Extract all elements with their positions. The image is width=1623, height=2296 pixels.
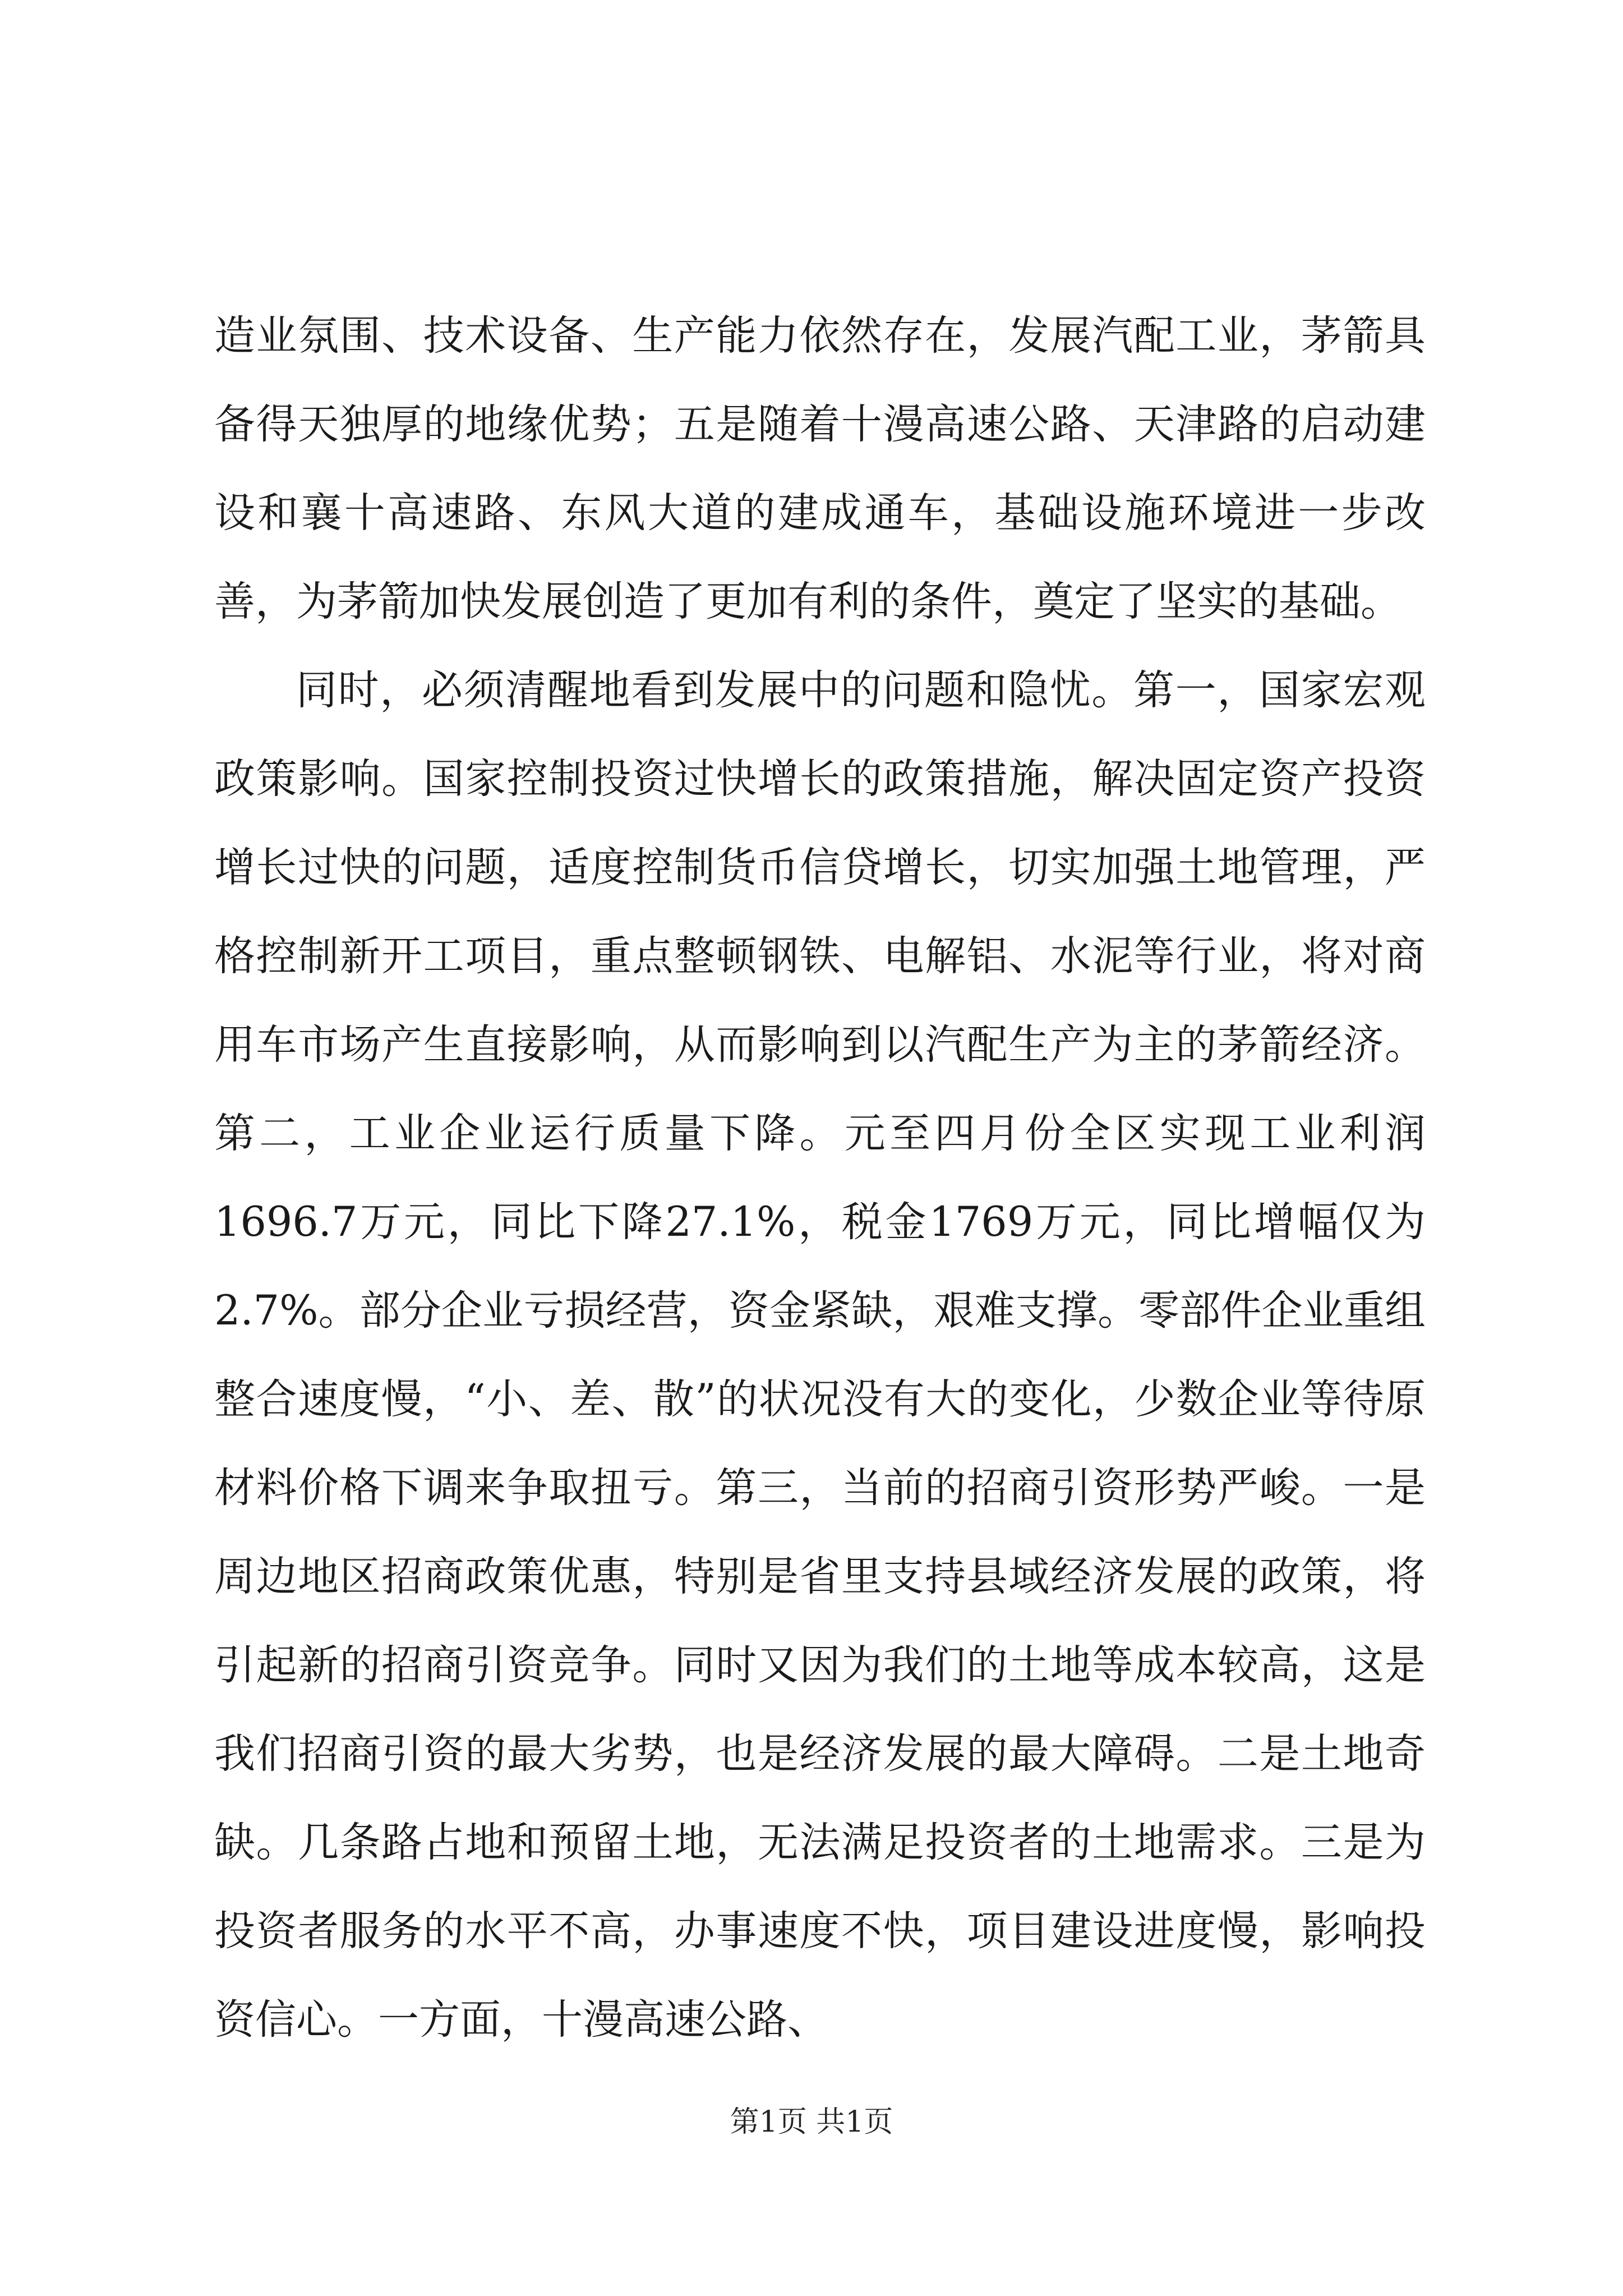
paragraph-continuation: 造业氛围、技术设备、生产能力依然存在，发展汽配工业，茅箭具备得天独厚的地缘优势；五是随着十漫高速公路、天津路的启动建设和襄十高速路、东风大道的建成通车，基础设施环境进一步改善，为茅箭加快发展创造了更加有利的条件，奠定了坚实的基础。 — [214, 312, 1426, 625]
paragraph-problems: 同时，必须清醒地看到发展中的问题和隐忧。第一，国家宏观政策影响。国家控制投资过快增长的政策措施，解决固定资产投资增长过快的问题，适度控制货币信贷增长，切实加强土地管理，严格控制新开工项目，重点整顿钢铁、电解铝、水泥等行业，将对商用车市场产生直接影响，从而影响到以汽配生产为主的茅箭经济。第二，工业企业运行质量下降。元至四月份全区实现工业利润1696.7万元，同比下降27.1%，税金1769万元，同比增幅仅为2.7%。部分企业亏损经营，资金紧缺，艰难支撑。零部件企业重组整合速度慢，“小、差、散”的状况没有大的变化，少数企业等待原材料价格下调来争取扭亏。第三，当前的招商引资形势严峻。一是周边地区招商政策优惠，特别是省里支持县域经济发展的政策，将引起新的招商引资竞争。同时又因为我们的土地等成本较高，这是我们招商引资的最大劣势，也是经济发展的最大障碍。二是土地奇缺。几条路占地和预留土地，无法满足投资者的土地需求。三是为投资者服务的水平不高，办事速度不快，项目建设进度慢，影响投资信心。一方面，十漫高速公路、 — [214, 666, 1426, 2044]
page-footer: 第1页 共1页 — [730, 2105, 893, 2139]
document-body — [214, 292, 1426, 2064]
